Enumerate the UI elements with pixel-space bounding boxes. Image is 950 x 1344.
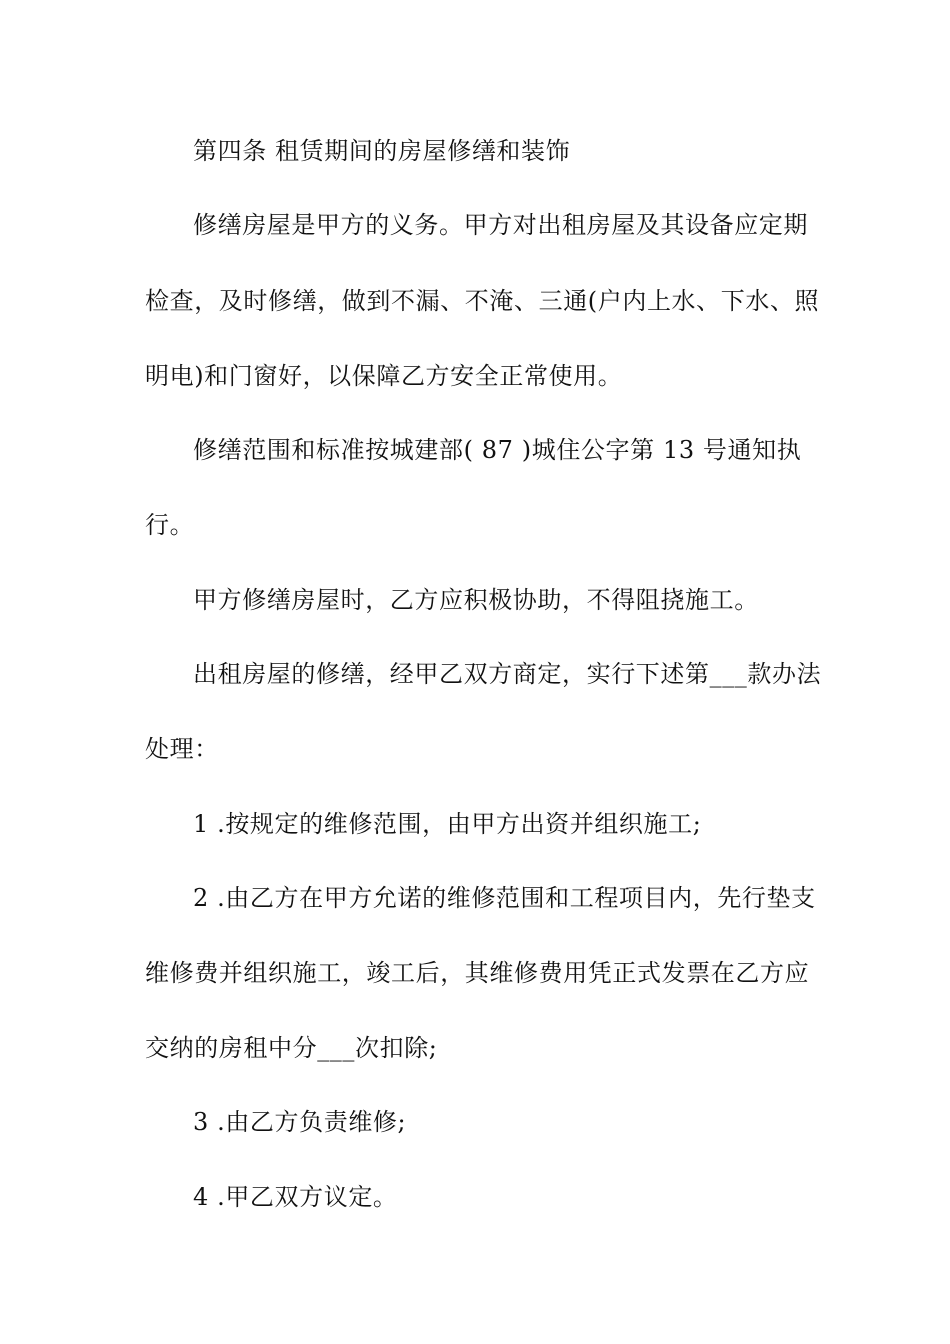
paragraph-line: 维修费并组织施工，竣工后，其维修费用凭正式发票在乙方应 xyxy=(145,959,810,987)
paragraph-line: 明电)和门窗好，以保障乙方安全正常使用。 xyxy=(145,362,623,390)
paragraph-line: 交纳的房租中分___次扣除; xyxy=(145,1034,438,1062)
list-item: 4 .甲乙双方议定。 xyxy=(193,1183,398,1211)
list-item: 2 .由乙方在甲方允诺的维修范围和工程项目内，先行垫支 xyxy=(193,884,816,912)
paragraph-line: 出租房屋的修缮，经甲乙双方商定，实行下述第___款办法 xyxy=(193,660,822,688)
paragraph-line: 甲方修缮房屋时，乙方应积极协助，不得阻挠施工。 xyxy=(193,586,759,614)
list-item: 3 .由乙方负责维修; xyxy=(193,1108,407,1136)
paragraph-line: 行。 xyxy=(145,511,195,539)
list-item: 1 .按规定的维修范围，由甲方出资并组织施工; xyxy=(193,810,702,838)
paragraph-line: 修缮房屋是甲方的义务。甲方对出租房屋及其设备应定期 xyxy=(193,211,808,239)
paragraph-line: 修缮范围和标准按城建部( 87 )城住公字第 13 号通知执 xyxy=(193,436,802,464)
article-heading: 第四条 租赁期间的房屋修缮和装饰 xyxy=(193,137,571,165)
paragraph-line: 检查，及时修缮，做到不漏、不淹、三通(户内上水、下水、照 xyxy=(145,287,820,315)
paragraph-line: 处理： xyxy=(145,735,219,763)
